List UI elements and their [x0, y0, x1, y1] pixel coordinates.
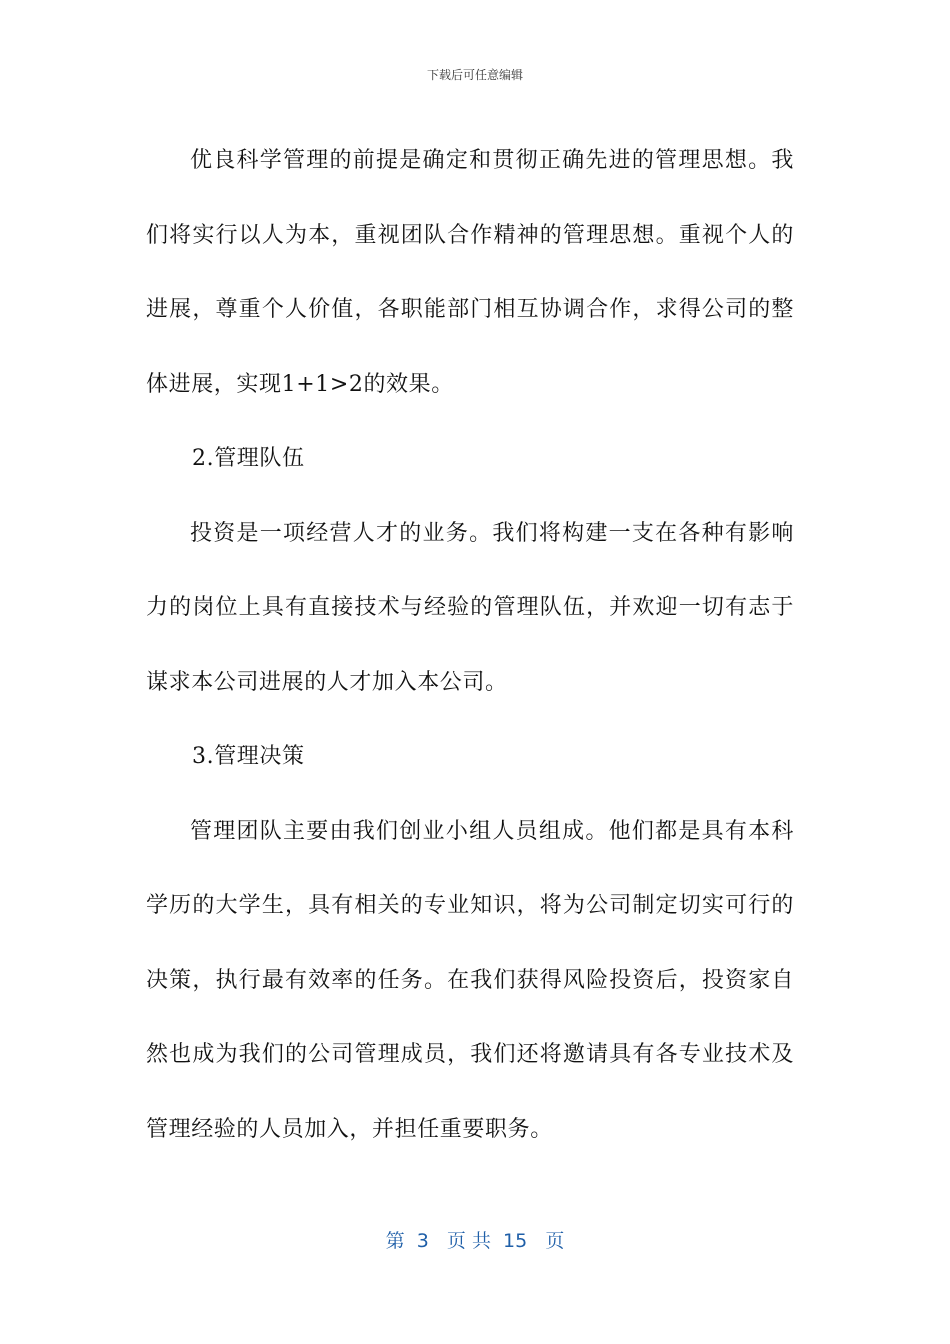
- document-body: [146, 124, 794, 1167]
- page-header-note: 下载后可任意编辑: [426, 68, 523, 82]
- paragraph-management-philosophy: 优良科学管理的前提是确定和贯彻正确先进的管理思想。我们将实行以人为本，重视团队合作精神的管理思想。重视个人的进展，尊重个人价值，各职能部门相互协调合作，求得公司的整体进展，实现1+1>2的效果。: [146, 148, 794, 397]
- paragraph-management-decisions: 管理团队主要由我们创业小组人员组成。他们都是具有本科学历的大学生，具有相关的专业知识，将为公司制定切实可行的决策，执行最有效率的任务。在我们获得风险投资后，投资家自然也成为我们的公司管理成员，我们还将邀请具有各专业技术及管理经验的人员加入，并担任重要职务。: [146, 818, 794, 1142]
- section-heading-management-team: 2.管理队伍: [192, 446, 305, 471]
- section-heading-management-decisions: 3.管理决策: [192, 744, 305, 769]
- page-number-footer: 第 3 页 共 15 页: [385, 1230, 565, 1252]
- paragraph-management-team: 投资是一项经营人才的业务。我们将构建一支在各种有影响力的岗位上具有直接技术与经验的管理队伍，并欢迎一切有志于谋求本公司进展的人才加入本公司。: [146, 520, 794, 695]
